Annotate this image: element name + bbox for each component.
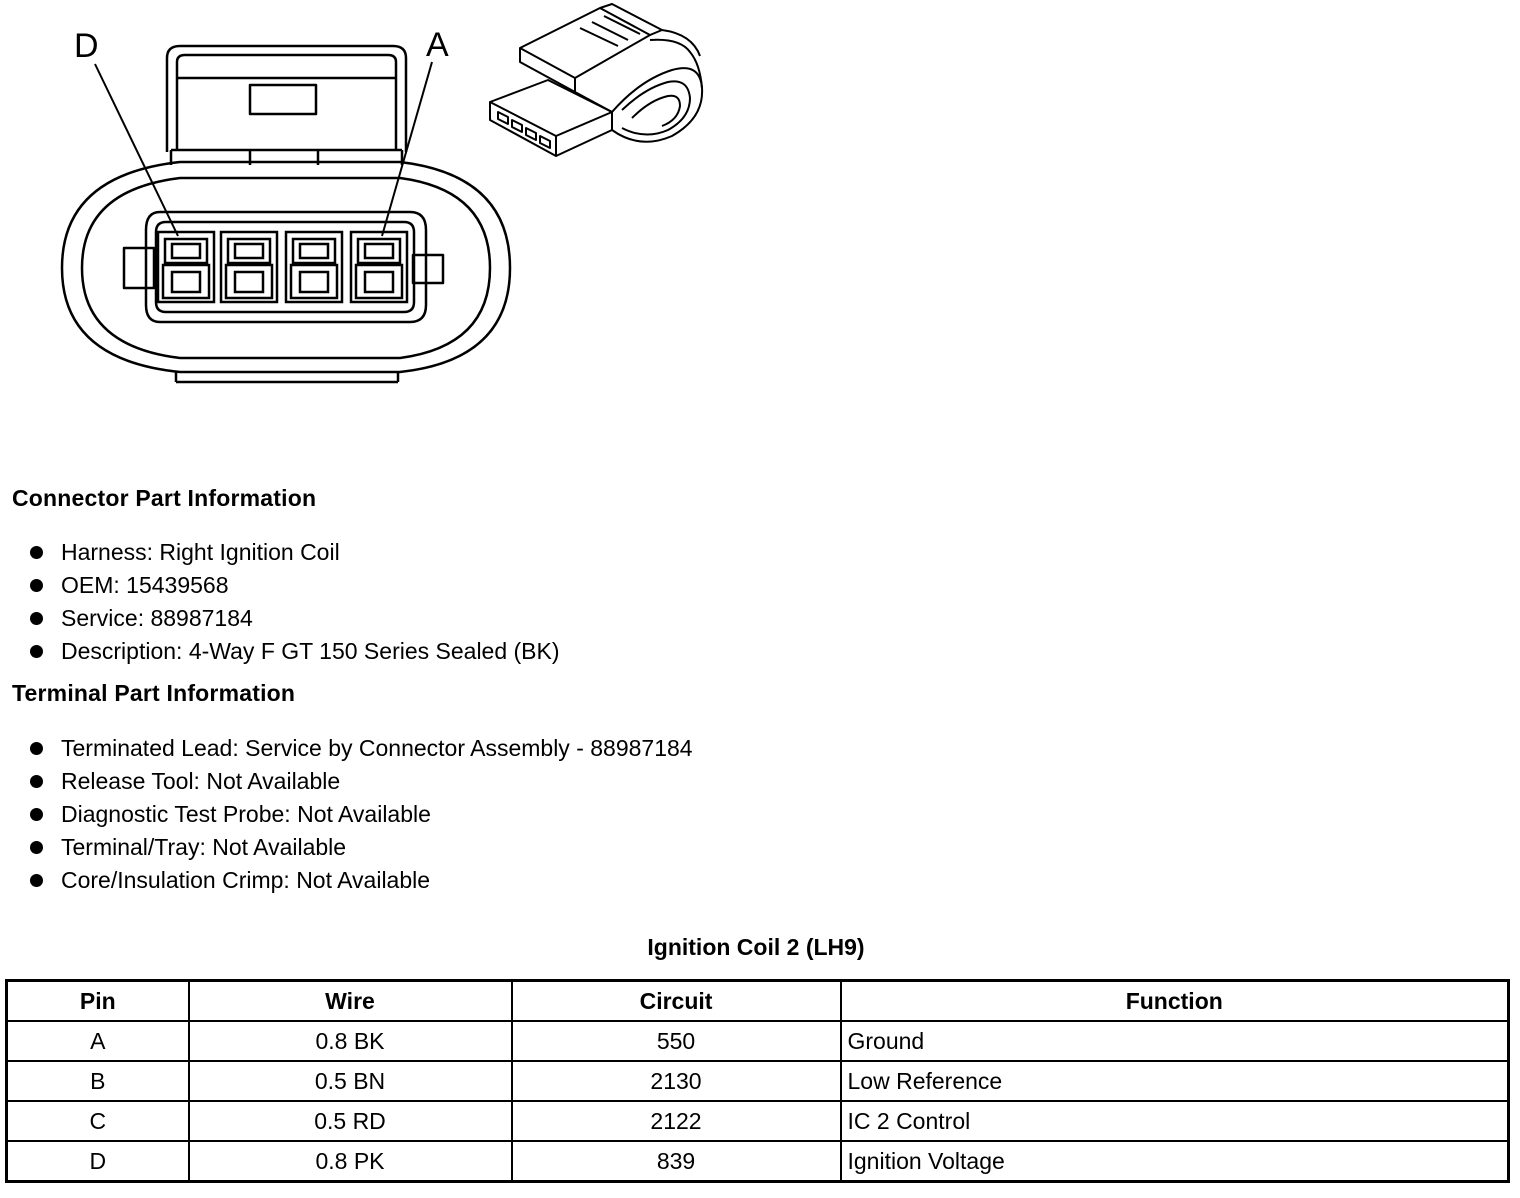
list-item: Harness: Right Ignition Coil <box>30 536 560 569</box>
list-item: Description: 4-Way F GT 150 Series Sealed (BK) <box>30 635 560 668</box>
cell-wire: 0.8 PK <box>189 1141 512 1182</box>
list-item: Terminated Lead: Service by Connector Assembly - 88987184 <box>30 732 693 765</box>
header-pin: Pin <box>7 981 189 1022</box>
cell-pin: A <box>7 1021 189 1061</box>
table-caption: Ignition Coil 2 (LH9) <box>647 934 865 960</box>
table-header-row <box>7 981 1509 1022</box>
cell-pin: B <box>7 1061 189 1101</box>
connector-info-title: Connector Part Information <box>12 485 317 511</box>
table-row <box>7 1021 1509 1061</box>
terminal-info-title: Terminal Part Information <box>12 680 296 706</box>
cell-circuit: 2130 <box>512 1061 841 1101</box>
header-wire: Wire <box>189 981 512 1022</box>
cell-wire: 0.5 RD <box>189 1101 512 1141</box>
cell-function: Ignition Voltage <box>841 1141 1509 1182</box>
cell-pin: C <box>7 1101 189 1141</box>
cell-wire: 0.8 BK <box>189 1021 512 1061</box>
list-item: OEM: 15439568 <box>30 569 560 602</box>
cell-wire: 0.5 BN <box>189 1061 512 1101</box>
connector-isometric-view <box>490 4 702 156</box>
cell-function: Low Reference <box>841 1061 1509 1101</box>
cell-function: IC 2 Control <box>841 1101 1509 1141</box>
table-row <box>7 1141 1509 1182</box>
list-item: Core/Insulation Crimp: Not Available <box>30 864 693 897</box>
table-row <box>7 1061 1509 1101</box>
pin-table <box>5 979 1510 1183</box>
header-circuit: Circuit <box>512 981 841 1022</box>
list-item: Release Tool: Not Available <box>30 765 693 798</box>
cell-function: Ground <box>841 1021 1509 1061</box>
header-function: Function <box>841 981 1509 1022</box>
cell-circuit: 2122 <box>512 1101 841 1141</box>
pin-label-a: A <box>426 26 449 64</box>
cell-circuit: 550 <box>512 1021 841 1061</box>
connector-info-list <box>30 536 560 668</box>
connector-diagram <box>0 0 760 420</box>
table-row <box>7 1101 1509 1141</box>
list-item: Diagnostic Test Probe: Not Available <box>30 798 693 831</box>
terminal-info-list <box>30 732 693 897</box>
list-item: Service: 88987184 <box>30 602 560 635</box>
cell-pin: D <box>7 1141 189 1182</box>
pin-label-d: D <box>74 27 99 65</box>
list-item: Terminal/Tray: Not Available <box>30 831 693 864</box>
cell-circuit: 839 <box>512 1141 841 1182</box>
connector-drawing <box>0 0 760 420</box>
